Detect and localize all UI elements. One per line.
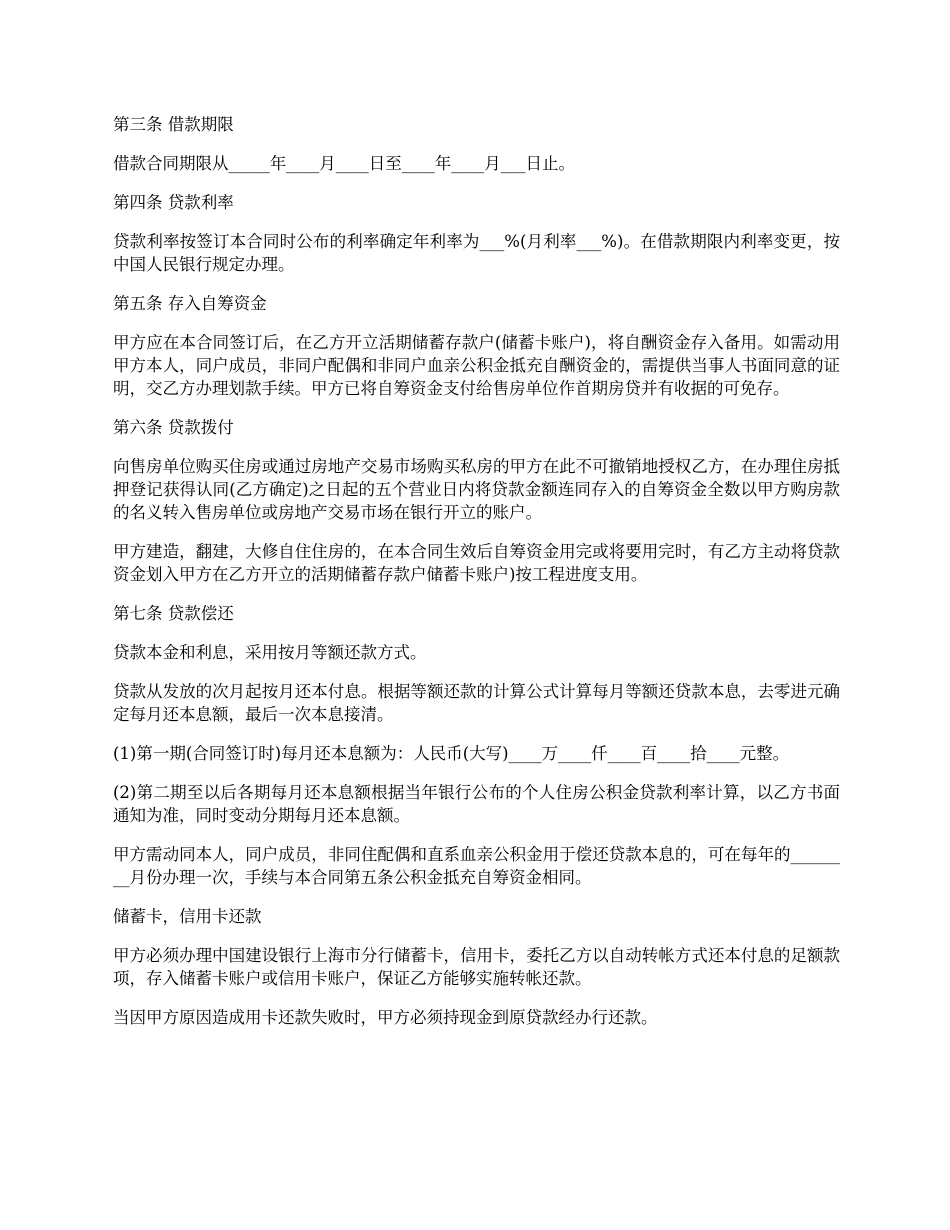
- paragraph-card-requirement: 甲方必须办理中国建设银行上海市分行储蓄卡，信用卡，委托乙方以自动转帐方式还本付息的足额款项，存入储蓄卡账户或信用卡账户，保证乙方能够实施转帐还款。: [113, 946, 840, 988]
- section-heading-article-4: 第四条 贷款利率: [113, 193, 234, 212]
- paragraph-construction-disbursement: 甲方建造，翻建，大修自住住房的，在本合同生效后自筹资金用完或将要用完时，有乙方主动将贷款资金划入甲方在乙方开立的活期储蓄存款户储蓄卡账户)按工程进度支用。: [113, 542, 840, 584]
- paragraph-disbursement: 向售房单位购买住房或通过房地产交易市场购买私房的甲方在此不可撤销地授权乙方，在办理住房抵押登记获得认同(乙方确定)之日起的五个营业日内将贷款金额连同存入的自筹资金全数以甲方购房款的名义转入售房单位或房地产交易市场在银行开立的账户。: [113, 457, 840, 522]
- section-heading-article-6: 第六条 贷款拨付: [113, 418, 234, 437]
- paragraph-first-period: (1)第一期(合同签订时)每月还本息额为：人民币(大写)____万____仟____百____拾____元整。: [113, 744, 790, 763]
- paragraph-monthly-repayment: 贷款从发放的次月起按月还本付息。根据等额还款的计算公式计算每月等额还贷款本息，去零进元确定每月还本息额，最后一次本息接清。: [113, 682, 840, 724]
- document-body: [113, 113, 840, 1045]
- paragraph-second-period: (2)第二期至以后各期每月还本息额根据当年银行公布的个人住房公积金贷款利率计算，以乙方书面通知为准，同时变动分期每月还本息额。: [113, 783, 840, 825]
- paragraph-card-failure: 当因甲方原因造成用卡还款失败时，甲方必须持现金到原贷款经办行还款。: [113, 1008, 658, 1027]
- section-heading-card-repayment: 储蓄卡，信用卡还款: [113, 907, 262, 926]
- section-heading-article-7: 第七条 贷款偿还: [113, 604, 234, 623]
- paragraph-loan-term: 借款合同期限从_____年____月____日至____年____月___日止。: [113, 154, 575, 173]
- paragraph-provident-fund-repayment: 甲方需动同本人，同户成员，非同住配偶和直系血亲公积金用于偿还贷款本息的，可在每年的________月份办理一次，手续与本合同第五条公积金抵充自筹资金相同。: [113, 845, 840, 887]
- section-heading-article-5: 第五条 存入自筹资金: [113, 294, 267, 313]
- paragraph-interest-rate: 贷款利率按签订本合同时公布的利率确定年利率为___%(月利率___%)。在借款期限内利率变更，按中国人民银行规定办理。: [113, 232, 840, 274]
- paragraph-self-funds: 甲方应在本合同签订后，在乙方开立活期储蓄存款户(储蓄卡账户)，将自酬资金存入备用。如需动用甲方本人，同户成员，非同户配偶和非同户血亲公积金抵充自酬资金的，需提供当事人书面同意的证明，交乙方办理划款手续。甲方已将自筹资金支付给售房单位作首期房贷并有收据的可免存。: [113, 333, 840, 398]
- section-heading-article-3: 第三条 借款期限: [113, 115, 234, 134]
- paragraph-repayment-method: 贷款本金和利息，采用按月等额还款方式。: [113, 643, 427, 662]
